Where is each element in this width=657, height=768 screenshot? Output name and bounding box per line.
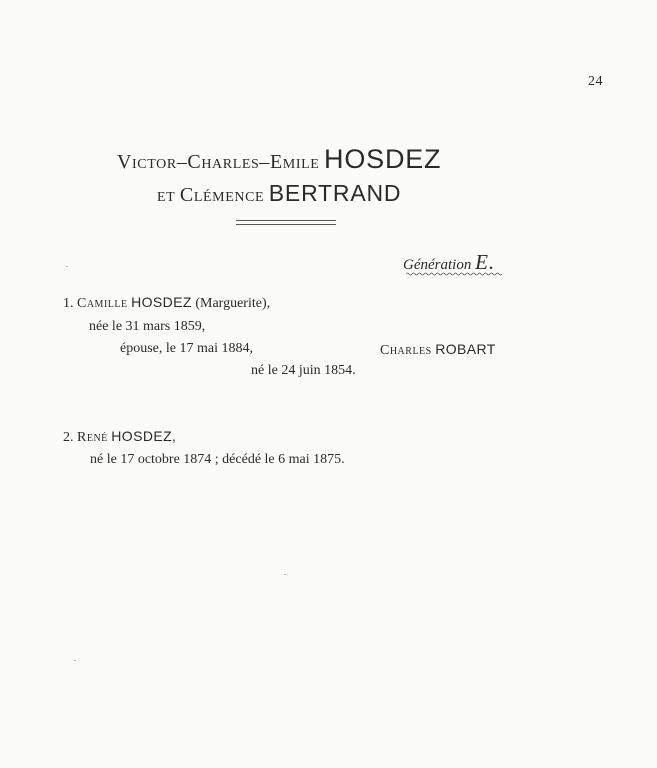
- entry-1-extra: (Marguerite),: [195, 296, 271, 311]
- entry-2-first-name: René: [77, 430, 108, 445]
- generation-letter: E.: [475, 250, 496, 274]
- entry-1-marriage: épouse, le 17 mai 1884,: [120, 341, 253, 356]
- entry-2-life: né le 17 octobre 1874 ; décédé le 6 mai 1875.: [90, 452, 345, 467]
- title-divider-top: [236, 220, 336, 221]
- entry-1-spouse-birth: né le 24 juin 1854.: [251, 363, 356, 378]
- entry-1-number: 1.: [63, 296, 74, 311]
- entry-1-first-name: Camille: [77, 296, 128, 311]
- entry-2-surname: HOSDEZ,: [111, 428, 177, 444]
- page-number: 24: [588, 74, 603, 89]
- title-conjunction: et: [157, 184, 176, 206]
- title-divider-bottom: [236, 224, 336, 225]
- entry-1-spouse: [380, 341, 496, 359]
- title-spouse-name: Clémence: [179, 184, 265, 206]
- generation-underline: [406, 272, 502, 276]
- generation-word: Génération: [403, 257, 472, 273]
- title-line-1: [117, 144, 441, 175]
- entry-2-heading: [63, 428, 176, 446]
- title-line-2: [157, 180, 401, 207]
- title-spouse-surname: BERTRAND: [268, 180, 402, 206]
- title-surname: HOSDEZ: [324, 144, 442, 174]
- entry-1-birth: née le 31 mars 1859,: [89, 319, 206, 334]
- entry-1-spouse-surname: ROBART: [435, 341, 496, 357]
- scan-speck: [66, 266, 68, 267]
- entry-1-surname: HOSDEZ: [131, 294, 192, 310]
- title-given-names: Victor–Charles–Emile: [117, 151, 320, 173]
- entry-2-number: 2.: [63, 430, 74, 445]
- scan-speck: [74, 660, 76, 661]
- entry-1-spouse-first-name: Charles: [380, 343, 432, 358]
- entry-1-heading: [63, 294, 270, 312]
- scan-speck: [284, 574, 286, 575]
